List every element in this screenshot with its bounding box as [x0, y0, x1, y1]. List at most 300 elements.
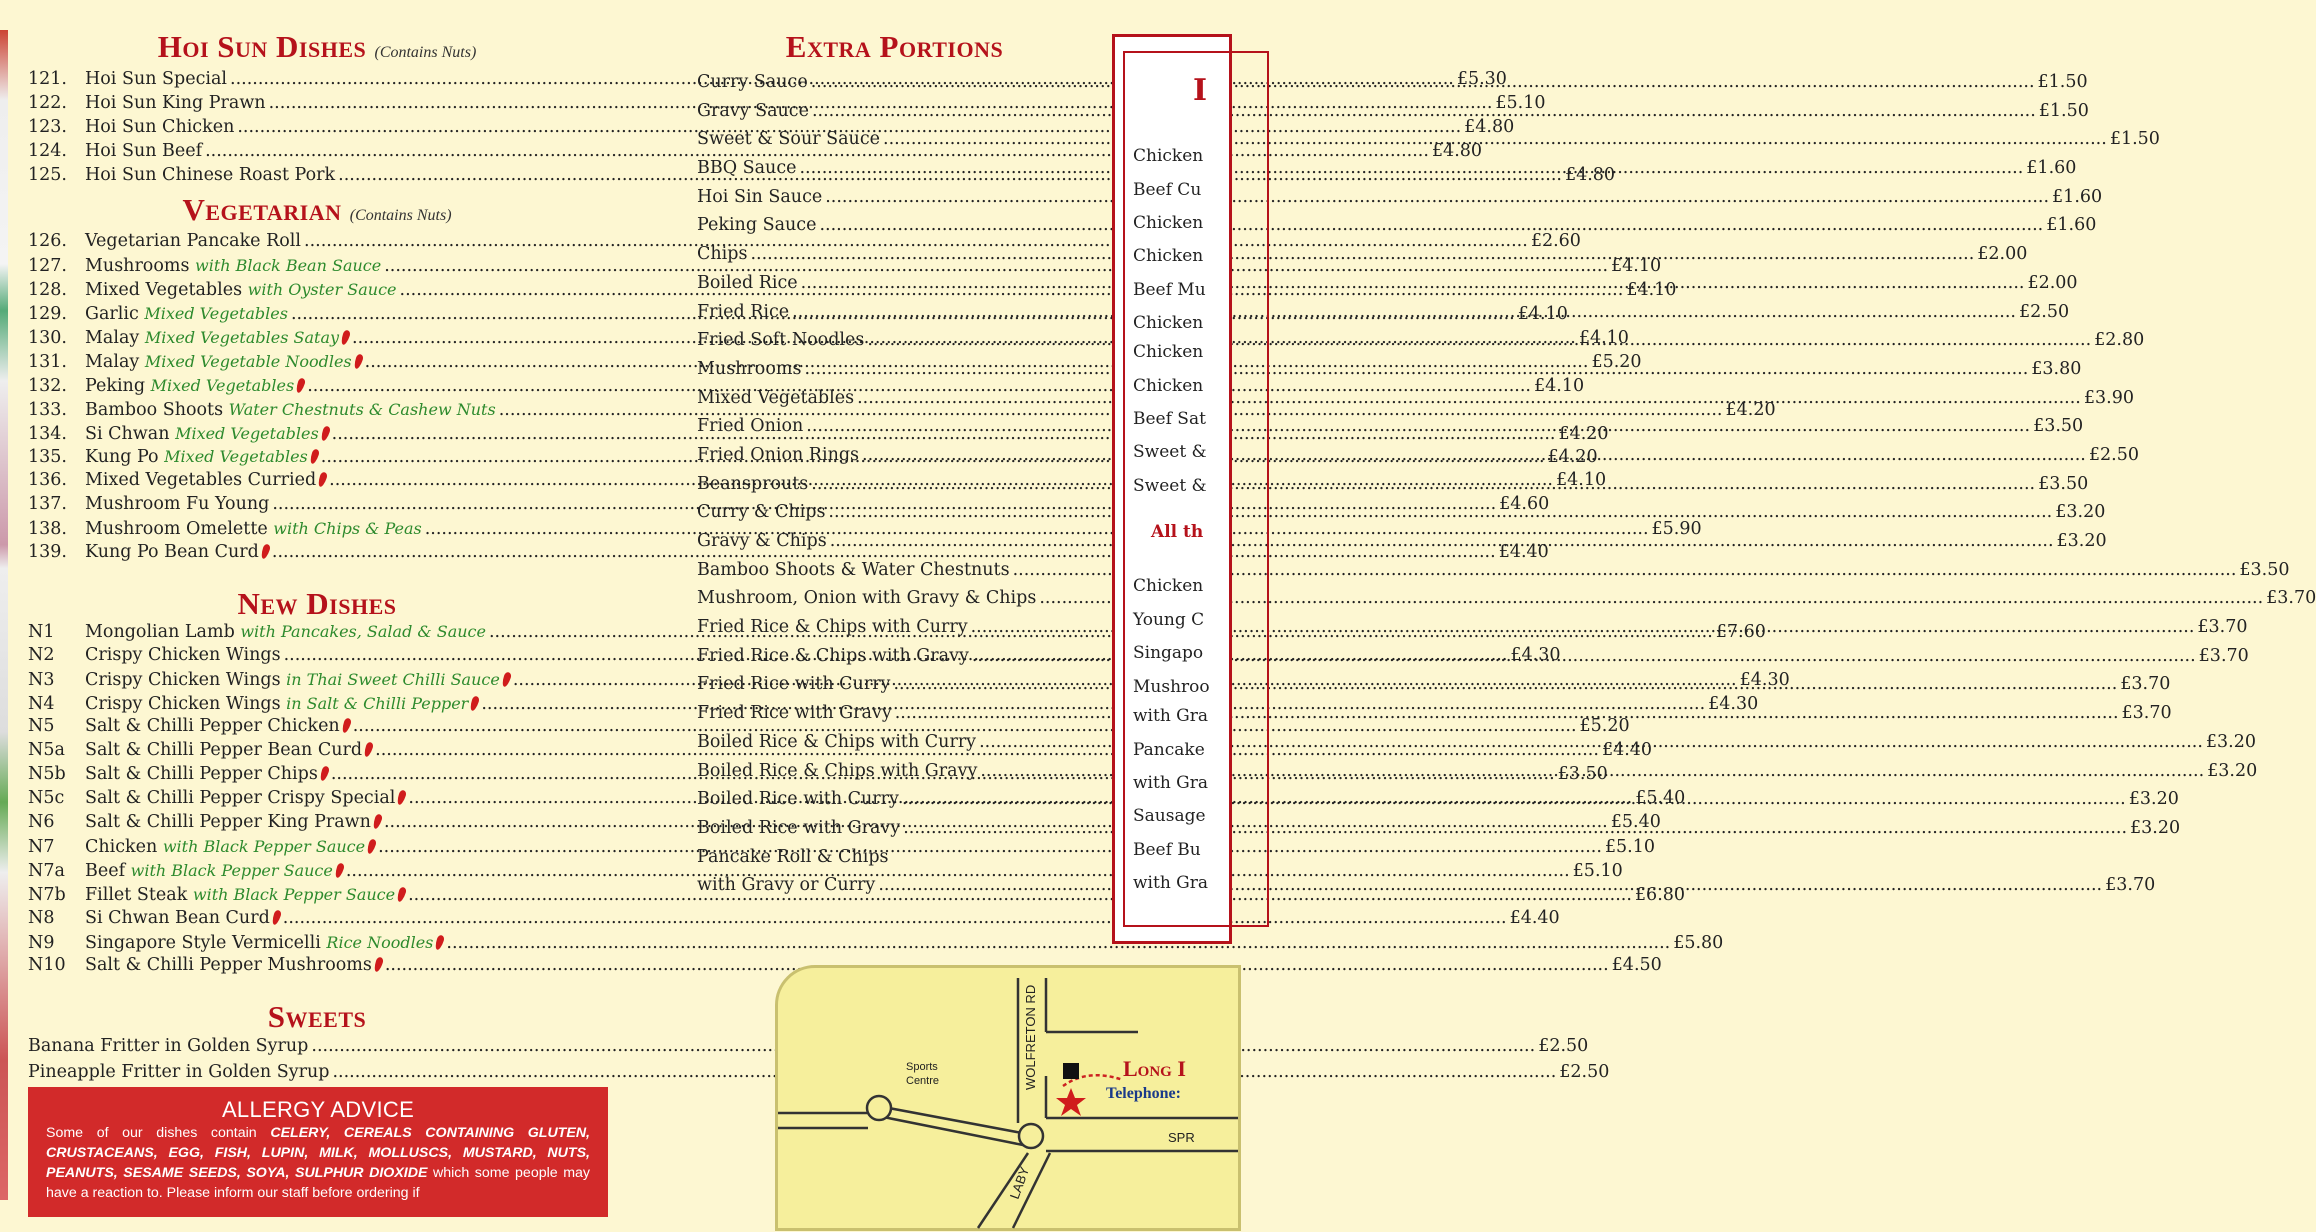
item-price: £4.10: [1626, 280, 1677, 301]
item-name-main: Fried Rice & Chips with Curry: [697, 617, 968, 638]
item-price: £4.80: [1431, 140, 1483, 161]
chilli-icon: [309, 449, 320, 465]
right-panel-item: Sausage: [1133, 806, 1206, 826]
item-price: £2.00: [2027, 272, 2078, 293]
item-name: [28, 1060, 329, 1086]
right-panel-item: Chicken: [1133, 146, 1204, 166]
item-name-main: Fried Rice: [697, 301, 790, 322]
item-price: £1.60: [2026, 158, 2077, 179]
item-name-main: Mixed Vegetables Curried: [85, 470, 317, 491]
item-price: £2.50: [1559, 1061, 1610, 1082]
item-name: [85, 954, 382, 978]
leader-dots: [903, 814, 2127, 843]
item-number: N2: [28, 644, 55, 665]
item-price: £4.20: [1547, 447, 1598, 468]
item-name-main: Crispy Chicken Wings: [85, 669, 287, 690]
item-price: £4.10: [1555, 470, 1607, 491]
item-description: Rice Noodles: [326, 932, 434, 952]
chilli-icon: [320, 425, 331, 441]
item-name-main: Peking Sauce: [697, 215, 817, 236]
map-telephone: Telephone:: [1106, 1085, 1181, 1102]
item-name-main: Sweet & Sour Sauce: [697, 129, 880, 150]
item-description: with Chips & Peas: [273, 519, 422, 539]
item-name-main: Si Chwan: [85, 423, 176, 444]
item-name-main: Fried Onion Rings: [697, 444, 860, 465]
item-number: 128.: [28, 280, 67, 301]
chilli-icon: [260, 543, 271, 559]
chilli-icon: [396, 789, 407, 805]
item-number: 132.: [28, 375, 67, 396]
right-panel-item: Beef Sat: [1133, 409, 1206, 429]
item-description: Mixed Vegetables: [144, 304, 288, 324]
right-panel-item: Chicken: [1133, 313, 1204, 333]
item-name: [697, 470, 808, 499]
leader-dots: [804, 355, 2028, 384]
item-price: £2.80: [2094, 330, 2145, 351]
item-number: 139.: [28, 542, 67, 563]
leader-dots: [806, 412, 2030, 441]
item-number: 137.: [28, 494, 67, 515]
chilli-icon: [340, 329, 351, 345]
item-price: £4.10: [1534, 375, 1585, 396]
item-number: 123.: [28, 116, 67, 137]
item-price: £2.50: [2018, 301, 2070, 322]
item-price: £4.40: [1509, 907, 1560, 928]
right-panel-heading: I: [1193, 73, 1208, 108]
item-name-main: Singapore Style Vermicelli: [85, 932, 327, 953]
item-name-main: Banana Fritter in Golden Syrup: [28, 1036, 309, 1057]
right-panel-accent: All th: [1151, 522, 1204, 542]
chilli-icon: [434, 934, 445, 950]
item-description: with Black Pepper Sauce: [162, 836, 366, 856]
item-number: 134.: [28, 423, 67, 444]
item-number: 135.: [28, 447, 67, 468]
right-panel-item: Mushroo: [1133, 677, 1210, 697]
item-price: £2.50: [2088, 444, 2139, 465]
item-name: [85, 644, 281, 668]
item-price: £5.30: [1456, 69, 1507, 89]
leader-dots: [902, 785, 2126, 814]
item-name: [697, 384, 854, 413]
item-name: [85, 278, 397, 303]
item-price: £2.00: [1977, 244, 2028, 265]
item-name-main: Hoi Sun Chinese Roast Pork: [85, 164, 336, 185]
item-name: [85, 835, 375, 860]
item-description: in Salt & Chilli Pepper: [286, 693, 469, 713]
map-building-marker: [1063, 1063, 1079, 1079]
item-name-main: Salt & Chilli Pepper Bean Curd: [85, 740, 363, 761]
item-price: £3.20: [2130, 817, 2181, 838]
map-shop-name: Long I: [1123, 1056, 1186, 1081]
right-panel-item: Singapo: [1133, 643, 1204, 663]
chilli-icon: [366, 838, 377, 854]
leader-dots: [750, 240, 1974, 269]
item-name: [697, 269, 798, 298]
item-name: [697, 68, 808, 97]
item-price: £3.70: [2120, 674, 2171, 695]
item-name-main: Peking: [85, 375, 151, 396]
item-number: 136.: [28, 470, 67, 491]
item-description: with Black Pepper Sauce: [192, 884, 396, 904]
item-number: N9: [28, 932, 55, 953]
item-name: [697, 355, 801, 384]
item-price: £3.50: [2033, 416, 2084, 437]
map-label-sports: Sports: [906, 1061, 938, 1073]
item-price: £1.50: [2109, 129, 2160, 150]
item-name: [85, 116, 234, 140]
right-panel-item: Beef Bu: [1133, 840, 1201, 860]
item-name: [85, 493, 269, 517]
item-name-main: Mushroom, Onion with Gravy & Chips: [697, 588, 1037, 609]
item-price: £4.10: [1578, 328, 1629, 349]
item-name-main: Boiled Rice with Gravy: [697, 817, 901, 838]
vegetarian-note: (Contains Nuts): [349, 207, 452, 225]
item-name: [85, 350, 362, 375]
map-roundabout: [867, 1096, 891, 1120]
right-panel-item: with Gra: [1133, 773, 1209, 793]
item-number: N4: [28, 693, 55, 714]
item-price: £5.40: [1635, 788, 1686, 809]
item-name-main: Gravy Sauce: [697, 100, 809, 121]
map-star-marker: [1056, 1088, 1086, 1116]
item-name-main: Curry Sauce: [697, 72, 808, 92]
list-item: [697, 556, 2290, 585]
list-item: [28, 907, 1560, 931]
item-name-main: Salt & Chilli Pepper Chips: [85, 764, 318, 785]
item-name-main: Fried Soft Noodles: [697, 330, 865, 351]
item-description: with Pancakes, Salad & Sauce: [240, 621, 486, 641]
item-number: 129.: [28, 304, 67, 325]
item-number: 121.: [28, 69, 67, 89]
allergy-text-intro: Some of our dishes contain: [46, 1125, 271, 1141]
item-number: N5a: [28, 740, 65, 761]
item-number: N7b: [28, 884, 66, 905]
item-name: [697, 556, 1010, 585]
item-price: £3.70: [2198, 645, 2249, 666]
item-description: in Thai Sweet Chilli Sauce: [286, 669, 500, 689]
leader-dots: [811, 470, 2035, 499]
item-name: [697, 699, 892, 728]
item-name: [85, 326, 349, 351]
item-name: [85, 68, 227, 92]
chilli-icon: [373, 957, 384, 973]
item-description: Mixed Vegetables: [150, 375, 295, 395]
item-number: N1: [28, 621, 55, 642]
list-item: [28, 954, 1662, 978]
item-price: £4.40: [1498, 542, 1549, 563]
right-panel-item: Chicken: [1133, 376, 1204, 396]
item-number: 122.: [28, 92, 67, 113]
item-name: [85, 931, 443, 956]
map-label-wolfreton: WOLFRETON RD: [1023, 984, 1038, 1090]
item-name-main: Salt & Chilli Pepper King Prawn: [85, 812, 371, 833]
map-drawing: [778, 968, 1238, 1228]
item-name: [85, 445, 318, 470]
item-number: N6: [28, 812, 55, 833]
item-name: [85, 164, 335, 188]
leader-dots: [812, 97, 2036, 126]
item-number: N10: [28, 955, 66, 976]
chilli-icon: [295, 377, 306, 393]
item-number: 130.: [28, 328, 67, 349]
item-number: N5b: [28, 764, 66, 785]
item-name-main: Curry & Chips: [697, 502, 826, 523]
map-label-laby: LABY: [1006, 1164, 1033, 1202]
item-name-main: Chicken: [85, 836, 163, 857]
leader-dots: [893, 670, 2117, 699]
item-price: £4.30: [1708, 693, 1759, 714]
item-number: N5: [28, 716, 55, 737]
item-price: £3.20: [2055, 502, 2106, 523]
item-name: [85, 907, 280, 931]
item-name-main: Boiled Rice with Curry: [697, 789, 899, 810]
item-name: [85, 739, 372, 763]
list-item: [28, 931, 1724, 955]
item-name-main: Malay: [85, 328, 145, 349]
item-name-main: Boiled Rice & Chips with Curry: [697, 731, 977, 752]
hoi-sun-title: Hoi Sun Dishes: [157, 29, 367, 64]
item-price: £5.20: [1579, 716, 1630, 737]
item-description: Mixed Vegetables: [175, 423, 319, 443]
item-price: £2.60: [1530, 231, 1581, 252]
item-price: £3.50: [1557, 764, 1608, 785]
list-item: [28, 1034, 1589, 1060]
item-name-main: Hoi Sun Special: [85, 69, 228, 89]
item-name: [85, 469, 326, 493]
leader-dots: [801, 269, 2025, 298]
section-title-extra-portions: [697, 28, 1092, 66]
leader-dots: [819, 211, 2043, 240]
item-number: 124.: [28, 140, 67, 161]
right-panel-item: Sweet &: [1133, 442, 1207, 462]
item-name: [85, 422, 329, 447]
item-name-main: Vegetarian Pancake Roll: [85, 231, 301, 252]
item-price: £4.50: [1611, 955, 1662, 976]
item-name-main: Bamboo Shoots: [85, 399, 229, 420]
item-number: N3: [28, 669, 55, 690]
item-name: [85, 374, 304, 399]
item-name-main: Fillet Steak: [85, 884, 193, 905]
item-price: £3.50: [2239, 559, 2290, 580]
item-price: £1.60: [2052, 186, 2103, 207]
item-name: [85, 92, 266, 116]
item-name-main: Beef: [85, 860, 131, 881]
right-panel-item: Sweet &: [1133, 476, 1207, 496]
new-dishes-title: New Dishes: [237, 585, 397, 621]
right-panel-item: Beef Mu: [1133, 280, 1206, 300]
right-panel-item: Beef Cu: [1133, 180, 1202, 200]
item-number: 125.: [28, 164, 67, 185]
allergy-text-end: which some people may have a reaction to. Please inform our staff before ordering if: [46, 1165, 590, 1201]
item-name-main: Fried Rice with Curry: [697, 674, 891, 695]
section-title-hoi-sun: [28, 28, 606, 72]
item-price: £4.10: [1517, 304, 1568, 325]
item-description: with Black Bean Sauce: [195, 256, 382, 276]
leader-dots: [895, 699, 2119, 728]
allergy-title: ALLERGY ADVICE: [221, 1097, 415, 1122]
item-price: £4.40: [1601, 740, 1653, 761]
item-name: [85, 715, 350, 739]
section-title-sweets: [28, 998, 606, 1036]
item-description: Mixed Vegetables: [164, 447, 308, 467]
item-name: [697, 642, 969, 671]
leader-dots: [862, 441, 2086, 470]
item-name-main: Pineapple Fritter in Golden Syrup: [28, 1061, 330, 1082]
item-name: with Gravy or Curry: [697, 875, 876, 896]
leader-dots: [799, 154, 2023, 183]
item-name-main: Fried Onion: [697, 416, 804, 437]
item-name: [697, 498, 825, 527]
item-name: [85, 620, 486, 645]
item-price: £6.80: [1634, 884, 1686, 905]
item-description: with Oyster Sauce: [247, 280, 397, 300]
vegetarian-title: Vegetarian: [182, 192, 342, 228]
leader-dots: [825, 183, 2049, 212]
item-name: [85, 254, 381, 279]
item-name-main: Malay: [85, 351, 145, 372]
item-price: £4.80: [1464, 116, 1515, 137]
item-number: 131.: [28, 351, 67, 372]
item-price: £4.60: [1499, 494, 1550, 515]
item-name-main: Kung Po Bean Curd: [85, 542, 259, 563]
item-name: [85, 883, 405, 908]
item-name-main: Si Chwan Bean Curd: [85, 907, 270, 928]
item-name: [85, 668, 510, 693]
item-name: [697, 441, 859, 470]
leader-dots: [878, 871, 2102, 900]
item-price: £4.20: [1725, 399, 1776, 420]
item-price: £5.10: [1495, 92, 1546, 113]
item-price: £4.20: [1558, 423, 1609, 444]
item-number: 133.: [28, 399, 67, 420]
item-name-main: Mixed Vegetables: [697, 387, 855, 408]
item-name: [85, 859, 343, 884]
item-number: N7: [28, 836, 55, 857]
item-price: £1.50: [2037, 72, 2088, 92]
item-price: £7.60: [1715, 621, 1766, 642]
item-name: [697, 412, 803, 441]
item-price: £3.90: [2083, 387, 2134, 408]
item-name: [697, 814, 900, 843]
item-name-main: Gravy & Chips: [697, 531, 827, 551]
item-name: [85, 763, 328, 787]
chilli-icon: [352, 353, 363, 369]
item-description: Water Chestnuts & Cashew Nuts: [228, 399, 496, 419]
item-name-main: Salt & Chilli Pepper Chicken: [85, 716, 340, 737]
item-name-main: Kung Po: [85, 447, 165, 468]
chilli-icon: [317, 472, 328, 488]
leader-dots: [867, 326, 2091, 355]
item-price: £2.50: [1538, 1036, 1589, 1057]
item-name: [85, 140, 202, 164]
item-name: [697, 154, 796, 183]
right-panel-item: Chicken: [1133, 246, 1204, 266]
item-name: [85, 811, 381, 835]
item-name: [697, 326, 864, 355]
item-name-main: Bamboo Shoots & Water Chestnuts: [697, 559, 1010, 580]
list-item: [697, 843, 1092, 872]
item-price: £5.80: [1673, 932, 1724, 953]
map-label-centre: Centre: [906, 1075, 940, 1087]
item-price: £3.20: [2056, 531, 2107, 551]
item-price: £3.20: [2205, 731, 2256, 752]
left-photo-strip: [0, 30, 8, 1200]
chilli-icon: [271, 909, 282, 925]
item-number: N5c: [28, 788, 65, 809]
item-name: [85, 302, 288, 327]
leader-dots: [446, 932, 1670, 956]
leader-dots: [283, 907, 1507, 931]
item-name-main: Hoi Sun Chicken: [85, 116, 235, 137]
item-name: [85, 692, 478, 717]
item-name: [697, 183, 822, 212]
right-panel-item: Chicken: [1133, 342, 1204, 362]
item-price: £5.10: [1572, 860, 1623, 881]
leader-dots: [883, 125, 2107, 154]
item-price: £5.20: [1591, 351, 1642, 372]
right-panel-item: Young C: [1133, 610, 1205, 630]
map-label-spr: SPR: [1168, 1130, 1195, 1145]
chilli-icon: [396, 886, 407, 902]
item-name: [697, 584, 1036, 613]
right-panel-item: Chicken: [1133, 576, 1204, 596]
item-price: £3.50: [2038, 473, 2089, 494]
item-name-main: Salt & Chilli Pepper Mushrooms: [85, 955, 372, 976]
chilli-icon: [501, 671, 512, 687]
section-title-new-dishes: [28, 585, 606, 623]
item-price: £3.70: [2121, 703, 2172, 724]
item-name: [28, 1034, 308, 1060]
map-roundabout: [1019, 1124, 1043, 1148]
right-panel-item: with Gra: [1133, 706, 1209, 726]
item-price: £3.20: [2128, 789, 2179, 810]
item-name: [697, 298, 789, 327]
item-description: Mixed Vegetable Noodles: [144, 351, 352, 371]
item-name: [697, 613, 968, 642]
item-name: [697, 97, 809, 126]
item-name-main: Mushrooms: [697, 358, 802, 379]
item-name-main: Crispy Chicken Wings: [85, 644, 281, 665]
item-name-main: Mixed Vegetables: [85, 280, 248, 301]
sweets-title: Sweets: [267, 999, 367, 1035]
item-price: £5.90: [1651, 519, 1702, 540]
allergy-allergens: CELERY, CEREALS CONTAINING GLUTEN, CRUSTACEANS, EGG, FISH, LUPIN, MILK, MOLLUSCS, MUSTARD, NUTS, PEANUTS, SESAME SEEDS, SOYA, SULPHUR DIOXIDE: [46, 1125, 591, 1181]
item-name-main: Hoi Sun Beef: [85, 140, 203, 161]
right-panel-item: Chicken: [1133, 213, 1204, 233]
item-name-main: Hoi Sun King Prawn: [85, 92, 266, 113]
item-name: [85, 230, 301, 254]
item-price: £3.70: [2266, 588, 2316, 609]
section-title-vegetarian: [28, 191, 606, 235]
item-price: £1.50: [2038, 100, 2089, 121]
leader-dots: [857, 384, 2081, 413]
allergy-text: [28, 1123, 608, 1203]
item-number: N8: [28, 907, 55, 928]
item-name-main: Crispy Chicken Wings: [85, 693, 287, 714]
item-price: £3.70: [2105, 875, 2156, 896]
leader-dots: [830, 527, 2054, 556]
chilli-icon: [363, 742, 374, 758]
item-price: £4.10: [1611, 256, 1662, 277]
item-name-main: Hoi Sin Sauce: [697, 186, 823, 207]
item-name: Pancake Roll & Chips: [697, 846, 889, 867]
item-name: [697, 125, 880, 154]
right-panel-item: with Gra: [1133, 873, 1209, 893]
item-name-main: Salt & Chilli Pepper Crispy Special: [85, 788, 396, 809]
allergy-advice-box: [28, 1087, 608, 1217]
chilli-icon: [469, 695, 480, 711]
item-name-main: Mushroom Omelette: [85, 519, 274, 540]
